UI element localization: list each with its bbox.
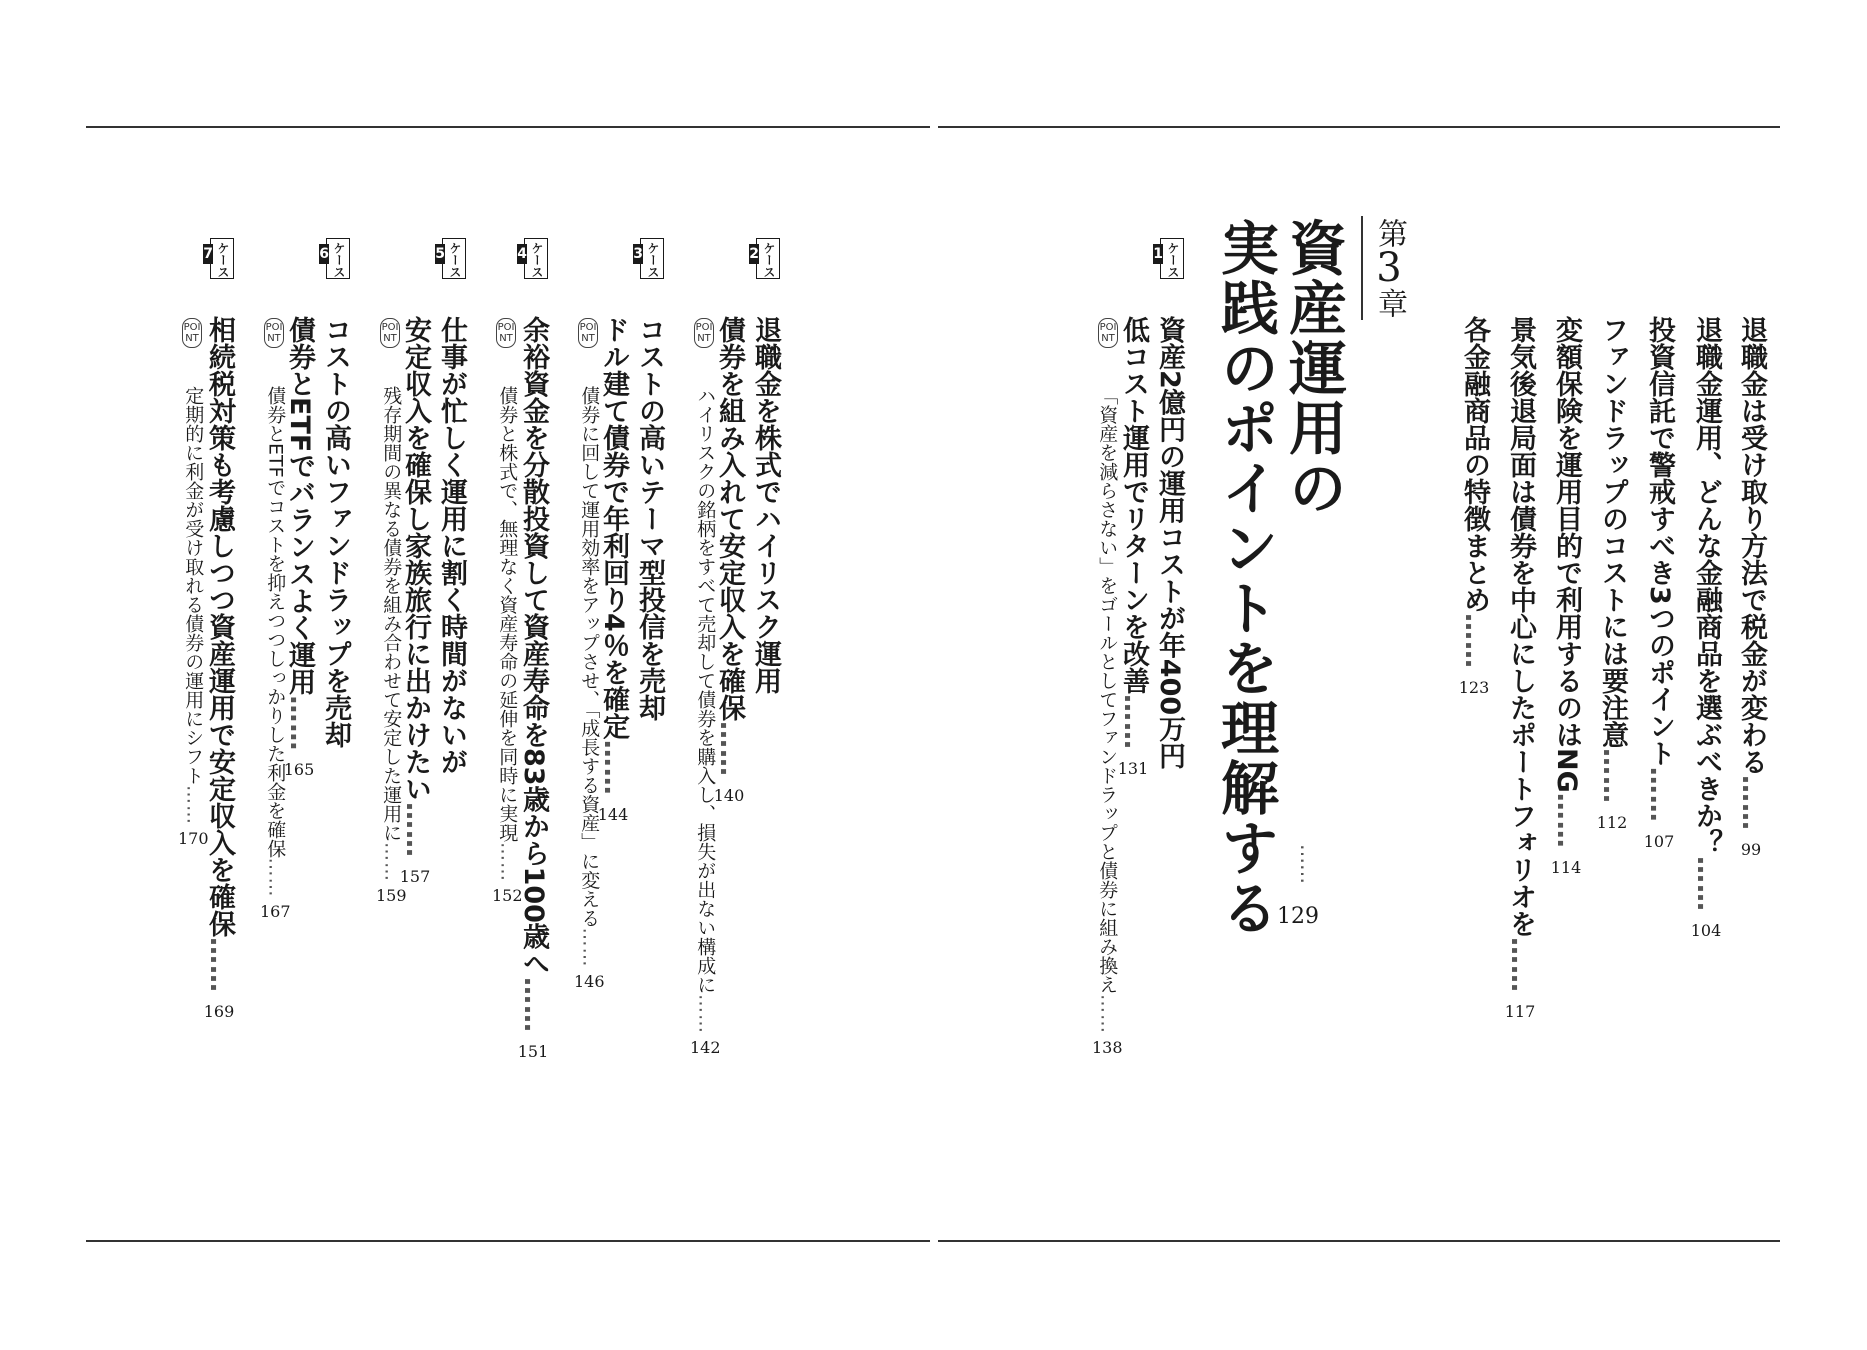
toc-entry-text: 退職金は受け取り方法で税金が変わる	[1736, 316, 1767, 775]
chapter-title-line1: 資産運用の	[1279, 218, 1347, 518]
toc-entry-3[interactable]: 投資信託で警戒すべき3つのポイント……107	[1642, 316, 1676, 859]
top-rule-right	[938, 126, 1780, 128]
case-4-point[interactable]: 債券と株式で、無理なく資産寿命の延伸を同時に実現……152	[492, 386, 523, 908]
toc-entry-text: 退職金運用、どんな金融商品を選ぶべきか？	[1691, 316, 1722, 856]
case-number: 2	[749, 246, 759, 262]
bottom-rule-left	[86, 1240, 930, 1242]
toc-entry-text: ファンドラップのコストには要注意	[1597, 316, 1628, 748]
case-6-title[interactable]: コストの高いファンドラップを売却	[320, 316, 351, 748]
case-badge-1: ケース 1	[1160, 238, 1184, 279]
toc-page-number: 146	[574, 971, 605, 991]
point-badge-2: POINT	[694, 318, 714, 348]
case-6-point[interactable]: 債券とETFでコストを抑えつつしっかりした利金を確保……167	[260, 386, 291, 924]
chapter-label: 第3章	[1371, 218, 1407, 318]
point-badge-3: POINT	[578, 318, 598, 348]
toc-entry-4[interactable]: ファンドラップのコストには要注意……112	[1595, 316, 1629, 840]
case-5-subtitle[interactable]: 安定収入を確保し家族旅行に出かけたい……157	[398, 316, 432, 894]
case-1-subtitle[interactable]: 低コスト運用でリターンを改善……131	[1116, 316, 1150, 786]
case-5-point[interactable]: 残存期間の異なる債券を組み合わせて安定した運用に……159	[376, 386, 407, 908]
toc-page-number: 138	[1092, 1038, 1123, 1057]
toc-page-number: 117	[1504, 1002, 1536, 1021]
toc-page-number: 159	[376, 886, 407, 905]
case-3-subtitle[interactable]: ドル建て債券で年利回り4％を確定……144	[596, 316, 630, 832]
case-badge-5: ケース 5	[442, 238, 466, 279]
toc-page-number: 152	[492, 886, 523, 905]
toc-page-number: 169	[203, 1002, 235, 1021]
case-2-point[interactable]: ハイリスクの銘柄をすべて売却して債券を購入し、損失が出ない構成に……142	[690, 386, 721, 1060]
toc-page-number: 114	[1550, 857, 1582, 877]
case-number: 1	[1153, 246, 1163, 262]
case-1-point[interactable]: 「資産を減らさない」をゴールとしてファンドラップと債券に組み換え……138	[1092, 386, 1123, 1060]
toc-entry-text: 投資信託で警戒すべき3つのポイント	[1644, 316, 1675, 767]
case-badge-7: ケース 7	[210, 238, 234, 279]
toc-page-number: 165	[283, 760, 315, 780]
toc-page-number: 151	[517, 1041, 549, 1061]
case-number: 3	[633, 246, 643, 262]
point-badge-1: POINT	[1098, 318, 1118, 348]
case-5-title[interactable]: 仕事が忙しく運用に割く時間がないが	[436, 316, 467, 775]
toc-page-number: 123	[1458, 678, 1490, 697]
case-4-title[interactable]: 余裕資金を分散投資して資産寿命を83歳から100歳へ……151	[516, 316, 550, 1069]
case-2-subtitle[interactable]: 債券を組み入れて安定収入を確保……140	[712, 316, 746, 813]
case-7-title[interactable]: 相続税対策も考慮しつつ資産運用で安定収入を確保……169	[202, 316, 236, 1029]
case-number: 6	[319, 246, 329, 262]
case-3-title[interactable]: コストの高いテーマ型投信を売却	[634, 316, 665, 721]
chapter-number: 3	[1376, 248, 1402, 288]
toc-page-number: 144	[597, 804, 629, 824]
toc-entry-2[interactable]: 退職金運用、どんな金融商品を選ぶべきか？……104	[1689, 316, 1723, 948]
case-badge-6: ケース 6	[326, 238, 350, 279]
chapter-page-number: 129	[1277, 904, 1319, 929]
top-rule-left	[86, 126, 930, 128]
case-number: 5	[435, 246, 445, 262]
toc-entry-text: 景気後退局面は債券を中心にしたポートフォリオを	[1505, 316, 1536, 937]
toc-entry-text: 各金融商品の特徴まとめ	[1459, 316, 1490, 613]
case-number: 7	[203, 246, 213, 262]
case-badge-2: ケース 2	[756, 238, 780, 279]
point-badge-4: POINT	[496, 318, 516, 348]
toc-page-number: 170	[178, 829, 209, 848]
case-3-point[interactable]: 債券に回して運用効率をアップさせ、「成長する資産」に変える……146	[574, 386, 605, 994]
toc-page-number: 104	[1690, 921, 1722, 940]
toc-entry-text: 変額保険を運用目的で利用するのはNG	[1551, 316, 1582, 793]
toc-entry-1[interactable]: 退職金は受け取り方法で税金が変わる……99	[1734, 316, 1768, 867]
chapter-divider	[1361, 216, 1363, 320]
toc-entry-6[interactable]: 景気後退局面は債券を中心にしたポートフォリオを……117	[1503, 316, 1537, 1029]
point-badge-6: POINT	[264, 318, 284, 348]
toc-page-number: 157	[399, 867, 431, 886]
case-badge-4: ケース 4	[524, 238, 548, 279]
toc-page-number: 140	[713, 786, 745, 805]
toc-page-number: 99	[1740, 840, 1762, 859]
toc-entry-5[interactable]: 変額保険を運用目的で利用するのはNG……114	[1549, 316, 1583, 885]
toc-entry-7[interactable]: 各金融商品の特徴まとめ……123	[1457, 316, 1491, 705]
case-number: 4	[517, 246, 527, 262]
case-6-subtitle[interactable]: 債券とETFでバランスよく運用……165	[282, 316, 316, 787]
point-badge-5: POINT	[380, 318, 400, 348]
toc-page-number: 142	[690, 1038, 721, 1057]
case-7-point[interactable]: 定期的に利金が受け取れる債券の運用にシフト……170	[178, 386, 209, 851]
chapter-dots: ……	[1296, 844, 1320, 884]
point-badge-7: POINT	[182, 318, 202, 348]
case-1-title[interactable]: 資産2億円の運用コストが年400万円	[1154, 316, 1185, 770]
toc-page-number: 131	[1117, 759, 1149, 778]
toc-page-number: 107	[1643, 831, 1675, 851]
toc-page-number: 112	[1596, 813, 1628, 832]
bottom-rule-right	[938, 1240, 1780, 1242]
chapter-title-line2: 実践のポイントを理解する	[1211, 218, 1279, 938]
case-badge-3: ケース 3	[640, 238, 664, 279]
toc-page-number: 167	[260, 901, 291, 921]
case-2-title[interactable]: 退職金を株式でハイリスク運用	[750, 316, 781, 694]
